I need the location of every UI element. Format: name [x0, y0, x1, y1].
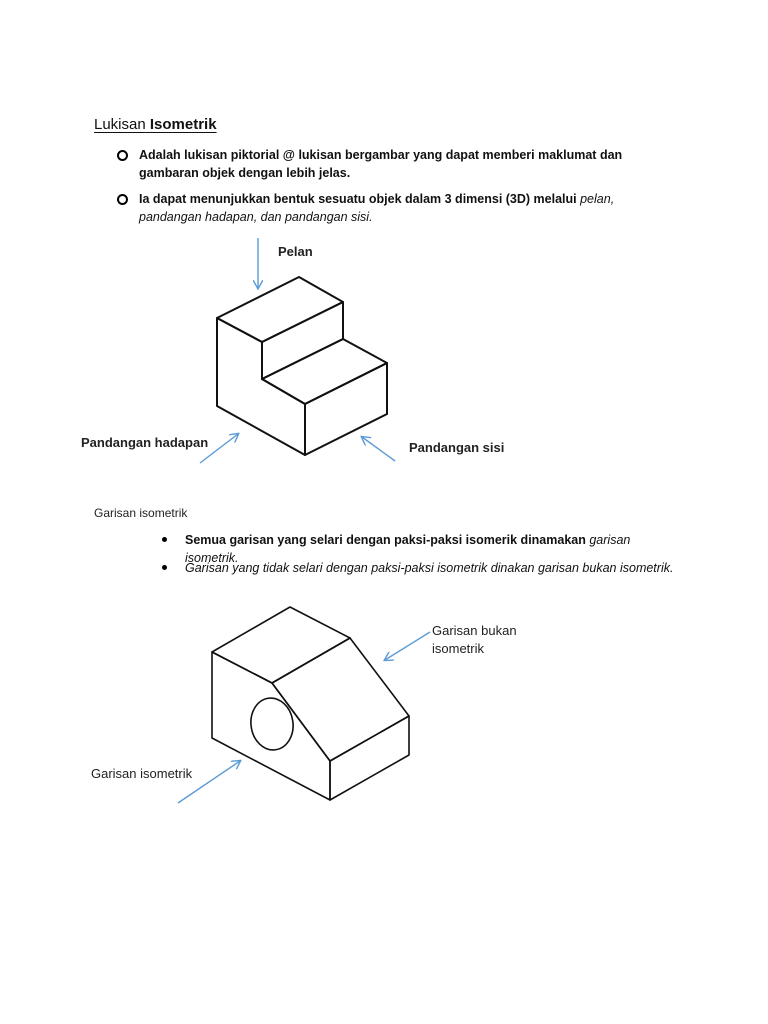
bullet-1-italic-text: garisan isometrik. — [185, 533, 631, 565]
title-part-1: Lukisan — [94, 116, 146, 133]
arrow-sisi-icon — [362, 437, 395, 461]
bullet-2-italic-text: Garisan yang tidak selari dengan paksi-paksi isometrik dinakan garisan bukan isometrik. — [185, 561, 674, 575]
section-heading-garisan-isometrik: Garisan isometrik — [94, 506, 188, 520]
label-pandangan-hadapan: Pandangan hadapan — [81, 435, 209, 450]
sloped-block-side-face — [330, 716, 409, 800]
step-riser-face — [262, 302, 343, 379]
point-2-italic-text: pelan, pandangan hadapan, dan pandangan sisi. — [139, 192, 615, 224]
bullet-1-bold-text: Semua garisan yang selari dengan paksi-paksi isomerik dinamakan — [185, 533, 586, 547]
sloped-block-slope-face — [272, 638, 409, 761]
hole-icon — [248, 695, 297, 752]
sloped-block-front-face — [212, 652, 330, 800]
step-front-face — [217, 318, 305, 455]
label-pelan: Pelan — [278, 244, 313, 259]
label-pandangan-sisi: Pandangan sisi — [409, 440, 505, 455]
step-block-drawing — [217, 277, 387, 455]
title-part-2: Isometrik — [149, 116, 217, 133]
sloped-block-top-face — [212, 607, 350, 683]
arrow-hadapan-icon — [200, 434, 238, 463]
label-garisan-bukan-line-2: isometrik — [432, 641, 485, 656]
step-side-face — [305, 363, 387, 455]
point-1-text: Adalah lukisan piktorial @ lukisan bergambar yang dapat memberi maklumat dan gambaran objek dengan lebih jelas. — [139, 148, 623, 180]
sloped-block-drawing — [212, 607, 409, 800]
arrow-bukan-isometrik-icon — [385, 632, 430, 660]
arrow-isometrik-icon — [178, 761, 240, 803]
label-garisan-bukan-line-1: Garisan bukan — [432, 623, 517, 638]
label-garisan-isometrik: Garisan isometrik — [91, 766, 193, 781]
point-2-bold-text: Ia dapat menunjukkan bentuk sesuatu objek dalam 3 dimensi (3D) melalui — [139, 192, 577, 206]
